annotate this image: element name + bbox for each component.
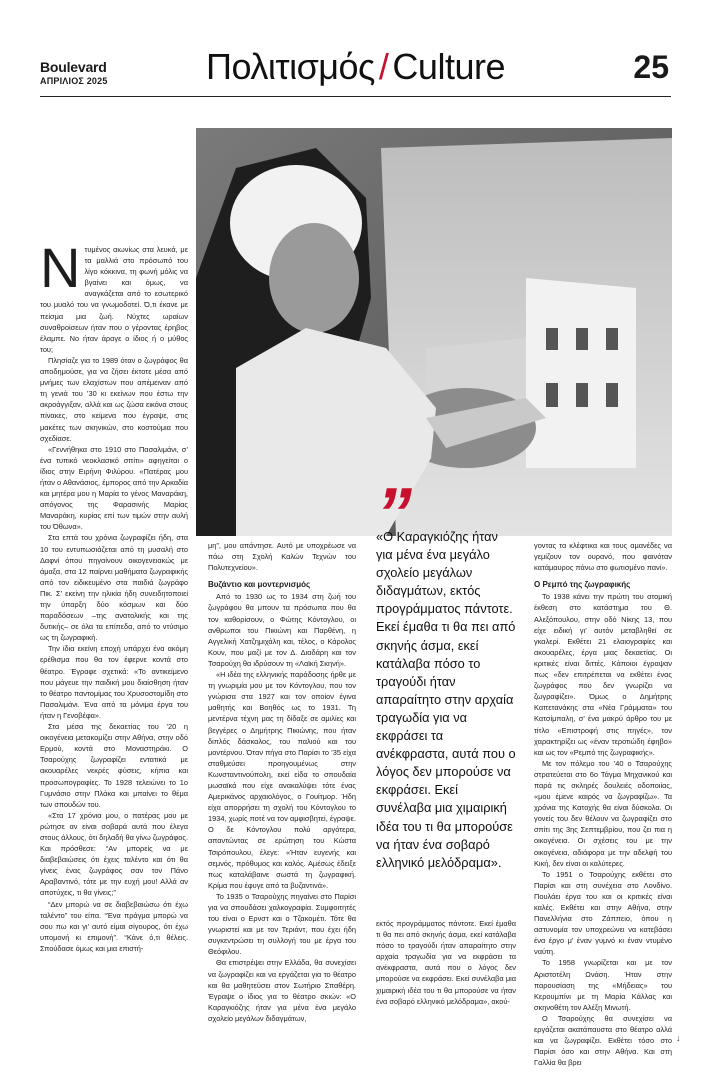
paragraph: Το 1938 κάνει την πρώτη του ατομική έκθεση στο κατάστημα του Θ. Αλεξόπουλου, στην οδό Νίκης 13, που είχε ειδική γι’ αυτόν μεταβληθεί σε γκαλερί. Εκθέτει 21 ελαιογραφίες και ακουαρέλες, έργα μιας δεκαετίας. Οι κριτικές είναι διττές. Κάποιοι έγραψαν πως «δεν επιτρέπεται να εκθέτει ένας ζωγράφος που δεν γνωρίζει να ζωγραφίζει». Όμως ο Δημήτρης Καπετανάκης στα «Νέα Γράμματα» του Κατσίμπαλη, σ’ ένα μακρύ άρθρο του με τίτλο «Επιστροφή στις πηγές», τον χαρακτηρίζει ως «έναν τεροτιώδη έφηβο» και ως τον «Ρεμπό της ζωγραφικής». bbox=[534, 592, 672, 757]
header-rule bbox=[40, 96, 671, 97]
continue-arrow-icon: ↓ bbox=[676, 1033, 681, 1043]
magazine-logo: Boulevard bbox=[40, 59, 107, 75]
paragraph: Στα μέσα της δεκαετίας του ’20 η οικογένεια μετακομίζει στην Αθήνα, στην οδό Ερμού, κοντά στο Μοναστηράκι. Ο Τσαρούχης ζωγραφίζει εντατικά με ακουαρέλες νεκρές φύσεις, κήπια και προσωπογραφίες. Το 1928 τελειώνει το 1ο Γυμνάσιο στην Πλάκα και μπαίνει το θέμα των σπουδών του. bbox=[40, 722, 188, 809]
paragraph: Πλησίαζε για το 1989 όταν ο ζωγράφος θα αποδημούσε, για να ζήσει έκτοτε μέσα από μνήμες των ελαχίστων που απέμειναν από τη γενιά του ’30 κι εκείνων που έστω την ακροάγγιξαν, αλλά και ως ζώσα εικόνα στους πίνακες, στο κείμενα που έγραψε, στις μακέτες των σκηνικών, στο κοστούμια που σχεδίασε. bbox=[40, 355, 188, 443]
paragraph: «Η ιδέα της ελληνικής παράδοσης ήρθε με τη γνωριμία μου με τον Κόντογλου, που τον γνώρισα στα 1927 και τον οποίον έγινα μαθητής και Βοηθός ως το 1931. Τη μεντέρνα τέχνη μας τη δίδαξε σε αμιλίες και βεγγέρες ο Δημήτρης Πικιώνης, που ήταν διπλός δάσκαλος, του παλιού και του μοντέρνου. Όταν πήγα στο Παρίσι το ’35 είχα σταθμεύσει προηγουμένως στην Κωνσταντινούπολη, εκεί είδα το σπουδαία μωσαϊκά που είχε ανακαλύψει τότε ένας Αμερικάνος αρχαιολόγος, ο Γουίτμορ. Ήδη είχα απορρήσει τη σχολή του Κόντογλου το 1934, χωρίς ποτέ να τον αμφισβητεί, έγραψε. Ο δε Κόντογλου πολύ αργότερα, απαντώντας σε ερώτηση του Κώστα Τσιρόπουλου, έλεγε: «Ήταν ευγενής και σεμνός, πρόθυμος και καλός. Αμέσως έδειξε πως καταλάβαινε σωστά τη ζωγραφική. Κρίμα που έφυγε από τα βυζαντινά». bbox=[208, 670, 356, 890]
section-title-english: Culture bbox=[392, 46, 505, 87]
section-title bbox=[0, 46, 711, 88]
page-number: 25 bbox=[633, 49, 669, 85]
pull-quote: «Ο Καραγκιόζης ήταν για μένα ένα μεγάλο σχολείο μεγάλων διδαγμάτων, εκτός προγράμματος πάντοτε. Εκεί έμαθα τι θα πει από σκηνής άσμα, εκεί κατάλαβα πόσο το τραγούδι ήταν απαραίτητο στην αρχαία τραγωδία για να εκφράσει τα ανέκφραστα, αυτά που ο λόγος δεν μπορούσε να εκφράσει. Εκεί συνέλαβα μια χιμαιρική ιδέα του τι θα μπορούσε να ήταν ένα σοβαρό ελληνικό μελόδραμα». bbox=[376, 529, 516, 870]
paragraph: γοντας τα κλέφτικα και τους αμανέδες να γεμίζουν τον ουρανό, που φαινόταν κατάμαυρος πάνω στο φωτισμένο πανί». bbox=[534, 541, 672, 573]
quote-mark-icon: ” bbox=[376, 474, 412, 554]
section-title-greek: Πολιτισμός bbox=[206, 46, 375, 87]
paragraph: τυμένος αιωνίως στα λευκά, με τα μαλλιά στο πρόσωπό του λίγο κόκκινα, τη φωνή μόλις να βγαίνει και όμως, να αναγκάζεται από το εσωτερικό του μυαλό του να γνωμοδοτεί. Ό,τι έκανε με πείσμα μια ζωή. Νύχτες ωραίων συναθροίσεων ήταν που ο γέροντας έρηβος έλαμπε. Νο ήταν άραγε ο ίδιος ή ο μύθος του; bbox=[40, 245, 188, 354]
paragraph: Το 1958 γνωρίζεται και με τον Αριστοτέλη Ωνάση. Ήταν στην παρουσίαση της «Μήδειας» του Κερουμπίνι με τη Μαρία Κάλλας και σκηνοθέτη τον Αλέξη Μινωτή. bbox=[534, 958, 672, 1012]
article-column-2 bbox=[208, 540, 356, 1024]
drop-cap: Ν bbox=[40, 236, 81, 299]
paragraph: Το 1951 ο Τσαρούχης εκθέτει στο Παρίσι και στη συνέχεια στο Λονδίνο. Πουλάει έργα του και οι κριτικές είναι καλές. Εκθέτει και στην Αθήνα, στην Πανελλήνια στο Ζάππειο, όπου η αστυνομία τον υποχρεώνει να κατεβάσει ένα έργο μ’ έναν γυμνό κι έναν ντυμένο ναύτη. bbox=[534, 869, 672, 957]
paragraph: Από το 1930 ως το 1934 στη ζωή του ζωγράφου θα μπουν τα πρόσωπα που θα τον καθορίσουν, ο Φώτης Κόντογλου, οι ανθρωποι του Πικιώνη και Παρθένη, η Αγγελική Χατζημιχάλη και, τέλος, ο Κάρολος Κουν, που μαζί με τον Δ. Διαδάρη και τον Τσαρούχη θα ιδρύσουν τη «Λαϊκή Σκηνή». bbox=[208, 592, 356, 668]
paragraph: Στα επτά του χρόνια ζωγραφίζει ήδη, στα 10 του εντυπωσιάζεται από τη μυσαλή στο Δαφνί όπου πηγαίνουν οικογενειακώς με άμαξα, στα 12 παίρνει μαθήματα ζωγραφικής από τον ειδικευμένο στα παιδιά ζωγράφο Πικ. Σ’ εκείνη την ηλικία ήδη συνειδητοποιεί την ύπαρξη δύο κόσμων και δύο παραδόσεων –της ανατολικής και της δυτικής– σε όλα τα επίπεδα, από το ντύσιμο ως τη ζωγραφική. bbox=[40, 533, 188, 643]
paragraph: “Δεν μπορώ να σε διαβεβαιώσω ότι έχω ταλέντο” του είπα. “Ένα πράγμα μπορώ να σου πω και γι’ αυτό είμαι σίγουρος, ότι έχω υπομονή κι επιμονή”. “Κάνε ό,τι θέλεις. Σπούδασε όμως και μια επιστή- bbox=[40, 899, 188, 953]
painter-photo-illustration bbox=[196, 128, 672, 536]
article-column-4 bbox=[534, 540, 672, 1068]
issue-date: ΑΠΡΙΛΙΟΣ 2025 bbox=[40, 76, 108, 86]
paragraph: Το 1935 ο Τσαρούχης πηγαίνει στο Παρίσι για να σπουδάσει χαλκογραφία. Συμφοιτητές του είναι ο Ερνστ και ο Τζακομέτι. Τότε θα γνωριστεί και με τον Τεριάντ, που έχει ήδη συγκεντρώσει τη συλλογή του με έργα του Θεόφιλου. bbox=[208, 891, 356, 957]
paragraph: Θα επιστρέψει στην Ελλάδα, θα συνεχίσει να ζωγραφίζει και να εργάζεται για το θέατρο και θα μαθητεύσει στον Σωτήριο Σπαθέρη. Έγραψε ο ίδιος για το θέατρο σκιών: «Ο Καραγκιόζης ήταν για μένα ένα μεγάλο σχολείο μεγάλων διδαγμάτων, bbox=[208, 958, 356, 1023]
article-column-1 bbox=[40, 236, 189, 954]
paragraph: μη”, μου απάντησε. Αυτό με υποχρέωσε να πάω στη Σχολή Καλών Τεχνών του Πολυτεχνείου». bbox=[208, 541, 356, 573]
page-header bbox=[0, 0, 711, 100]
paragraph: Ο Τσαρούχης θα συνεχίσει να εργάζεται ακατάπαυστα στο θέατρο αλλά και να ζωγραφίζει. Εκθέτει τόσο στο Παρίσι όσο και στην Αθήνα. Και στη Γαλλία θα βρει bbox=[534, 1013, 672, 1068]
paragraph: Με τον πόλεμο του ’40 ο Τσαρούχης στρατεύεται στο 6ο Τάγμα Μηχανικού και παρά τις σκληρές δουλειές οδοποιίας, «μου έμενε καιρός να ζωγραφίζω». Τα χρόνια της Κατοχής θα είναι δύσκολα. Οι γονείς του δεν θέλουν να ζωγραφίζει στο σπίτι της 3ης Σεπτεμβρίου, που ζει πια η οικογένεια. Οι σχέσεις του με την οικογένεια, αδιάφορα με την αδελφή του Κική, δεν είναι οι καλύτερες. bbox=[534, 758, 672, 868]
section-separator: / bbox=[378, 46, 389, 87]
article-column-3 bbox=[376, 918, 516, 1007]
paragraph: «Στα 17 χρόνια μου, ο πατέρας μου με ρώτησε αν είναι σοβαρά αυτά που έλεγα στους άλλους, ότι δηλαδή θα γίνω ζωγράφος. Και πρόσθεσε: “Αν μπορείς να με διαβεβαιώσεις ότι έχεις ταλέντο και ότι θα γίνεις ένας ζωγράφος σαν τον Πάνο Αραβαντινό, τότε με την ευχή μου! Αλλά αν αποτύχεις, τι θα γίνεις;” bbox=[40, 810, 189, 898]
paragraph: Την ίδια εκείνη εποχή υπάρχει ένα ακόμη ερέθισμα που θα τον έφερνε κοντά στο θέατρο. Έγραφε σχετικά: «Το αντικείμενο που μάγευε την παιδική μου διαίσθηση ήταν το θέατρο παντομίμας του Χρυσοστομίδη στο Πασαλιμάνι. Ένα από τα μόνιμα έργα του ήταν η Γενοβέφα». bbox=[40, 644, 188, 720]
subheading: Ο Ρεμπό της ζωγραφικής bbox=[534, 580, 631, 590]
paragraph: εκτός προγράμματος πάντοτε. Εκεί έμαθα τι θα πει από σκηνής άσμα, εκεί κατάλαβα πόσο το τραγούδι ήταν απαραίτητο στην αρχαία τραγωδία για να εκφράσει τα ανέκφραστα, αυτά που ο λόγος δεν μπορούσε να εκφράσει. Εκεί συνέλαβα μια χιμαιρική ιδέα του τι θα μπορούσε να ήταν ένα σοβαρό ελληνικό μελόδραμα», ακού- bbox=[376, 919, 516, 1006]
painter-photo bbox=[196, 128, 672, 536]
paragraph: «Γεννήθηκα στο 1910 στο Πασαλιμάνι, σ’ ένα τυπικό νεοκλασικό σπίτι» αφηγείται ο ίδιος στην Ειρήνη Φιλύρου. «Πατέρας μου ήταν ο Αθανάσιος, έμπορος από την Αρκαδία και μητέρα μου η Μαρία το γένος Μαναράκη, απόγονος της Φαρασινής Μαρίας Μαναράκη, κυρίας επί των τιμών στην αυλή του Όθωνα». bbox=[40, 444, 188, 532]
subheading: Βυζάντιο και μοντερνισμός bbox=[208, 580, 311, 590]
